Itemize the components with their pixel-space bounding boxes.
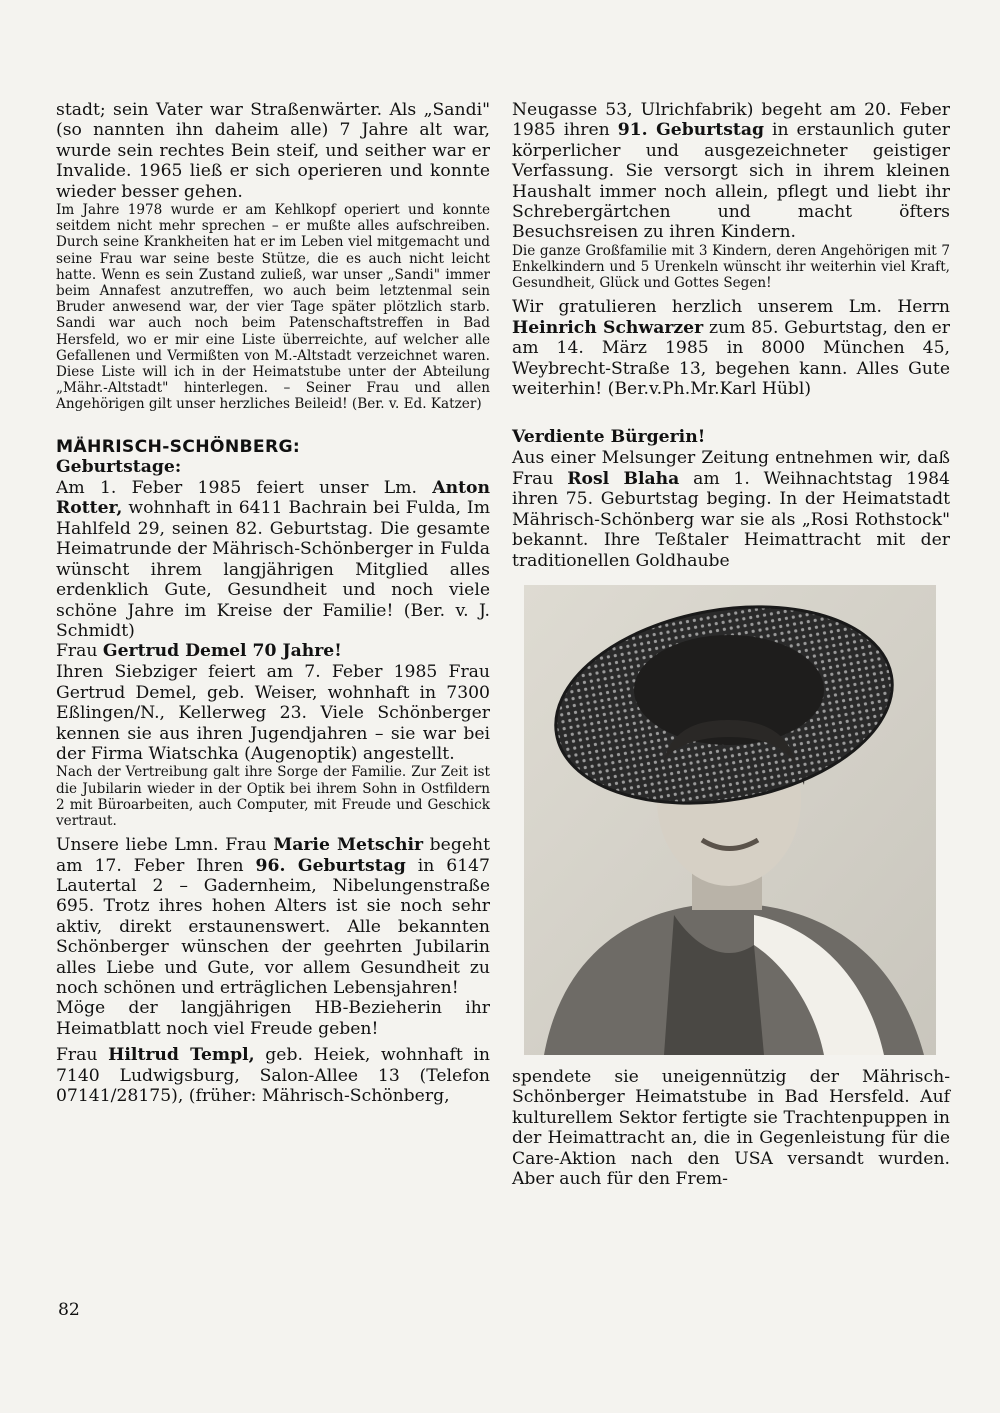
blaha-name: Rosl Blaha <box>567 468 680 489</box>
metschir-name: Marie Metschir <box>273 835 424 856</box>
demel-small-paragraph: Nach der Vertreibung galt ihre Sorge der Familie. Zur Zeit ist die Jubilarin wieder in der Optik bei ihrem Sohn in Ostfildern 2 mit Büroarbeiten, auch Computer, mit Freude und Geschick vertraut. <box>56 764 490 829</box>
left-column <box>56 100 490 1106</box>
portrait-photo <box>524 585 936 1055</box>
rotter-name: Anton Rotter, <box>56 478 490 519</box>
metschir-closing: Möge der langjährigen HB-Bezieherin ihr Heimatblatt noch viel Freude geben! <box>56 998 490 1039</box>
templ-name: Hiltrud Templ, <box>108 1045 255 1066</box>
right-column <box>512 100 950 1189</box>
templ-continuation: Neugasse 53, Ulrichfabrik) begeht am 20. Feber 1985 ihren 91. Geburtstag in erstaunlich guter körperlicher und ausgezeichneter geistiger Verfassung. Sie versorgt sich in ihrem kleinen Haushalt immer noch allein, pflegt und liebt ihr Schrebergärtchen und macht öfters Besuchsreisen zu ihren Kindern. <box>512 100 950 243</box>
section-title: MÄHRISCH-SCHÖNBERG: <box>56 436 301 457</box>
after-photo-paragraph: spendete sie uneigennützig der Mährisch-Schönberger Heimatstube in Bad Hersfeld. Auf kulturellem Sektor fertigte sie Trachtenpuppen in der Heimattracht an, die in Gegenleistung für die Care-Aktion nach den USA versandt wurden. Aber auch für den Frem- <box>512 1066 950 1189</box>
obituary-paragraph-1: stadt; sein Vater war Straßenwärter. Als „Sandi" (so nannten ihn daheim alle) 7 Jahre alt war, wurde sein rechtes Bein steif, und seither war er Invalide. 1965 ließ er sich operieren und konnte wieder besser gehen. <box>56 100 490 202</box>
obituary-paragraph-2: Im Jahre 1978 wurde er am Kehlkopf operiert und konnte seitdem nicht mehr sprechen – er mußte alles aufschreiben. Durch seine Krankheiten hat er im Leben viel mitgemacht und seine Frau war seine beste Stütze, die es auch nicht leicht hatte. Wenn es sein Zustand zuließ, war unser „Sandi" immer beim Annafest anzutreffen, wo auch beim letztenmal sein Bruder anwesend war, der vier Tage später plötzlich starb. Sandi war auch noch beim Patenschaftstreffen in Bad Hersfeld, wo er mir eine Liste überreichte, auf welcher alle Gefallenen und Vermißten von M.-Altstadt verzeichnet waren. Diese Liste will ich in der Heimatstube unter der Abteilung „Mähr.-Altstadt" hinterlegen. – Seiner Frau und allen Angehörigen gilt unser herzliches Beileid! (Ber. v. Ed. Katzer) <box>56 202 490 413</box>
schwarzer-name: Heinrich Schwarzer <box>512 317 704 338</box>
family-paragraph: Die ganze Großfamilie mit 3 Kindern, deren Angehörigen mit 7 Enkelkindern und 5 Urenkeln wünscht ihr weiterhin viel Kraft, Gesundheit, Glück und Gottes Segen! <box>512 242 950 292</box>
page-number: 82 <box>58 1300 80 1320</box>
verdiente-title: Verdiente Bürgerin! <box>512 427 706 448</box>
metschir-birthday: 96. Geburtstag <box>255 855 406 876</box>
rotter-paragraph: Am 1. Feber 1985 feiert unser Lm. Anton Rotter, wohnhaft in 6411 Bachrain bei Fulda, Im Hahlfeld 29, seinen 82. Geburtstag. Die gesamte Heimatrunde der Mährisch-Schönberger in Fulda wünscht ihrem langjährigen Mitglied alles erdenklich Gute, Gesundheit und noch viele schöne Jahre im Kreise der Familie! (Ber. v. J. Schmidt) <box>56 478 490 641</box>
demel-paragraph: Ihren Siebziger feiert am 7. Feber 1985 Frau Gertrud Demel, geb. Weiser, wohnhaft in 7300 Eßlingen/N., Kellerweg 23. Viele Schönberger kennen sie aus ihren Jugendjahren – sie war bei der Firma Wiatschka (Augenoptik) angestellt. <box>56 662 490 764</box>
portrait-illustration <box>524 585 936 1055</box>
section-subtitle: Geburtstage: <box>56 457 182 478</box>
demel-heading: Frau Gertrud Demel 70 Jahre! <box>56 641 342 662</box>
templ-paragraph: Frau Hiltrud Templ, geb. Heiek, wohnhaft in 7140 Ludwigsburg, Salon-Allee 13 (Telefon 07141/28175), (früher: Mährisch-Schönberg, <box>56 1045 490 1107</box>
blaha-paragraph: Aus einer Melsunger Zeitung entnehmen wir, daß Frau Rosl Blaha am 1. Weihnachtstag 1984 ihren 75. Geburtstag beging. In der Heimatstadt Mährisch-Schönberg war sie als „Rosi Rothstock" bekannt. Ihre Teßtaler Heimattracht mit der traditionellen Goldhaube <box>512 448 950 571</box>
schwarzer-paragraph: Wir gratulieren herzlich unserem Lm. Herrn Heinrich Schwarzer zum 85. Geburtstag, den er am 14. März 1985 in 8000 München 45, Weybrecht-Straße 13, begehen kann. Alles Gute weiterhin! (Ber.v.Ph.Mr.Karl Hübl) <box>512 297 951 400</box>
metschir-paragraph: Unsere liebe Lmn. Frau Marie Metschir begeht am 17. Feber Ihren 96. Geburtstag in 6147 Lautertal 2 – Gadernheim, Nibelungenstraße 695. Trotz ihres hohen Alters ist sie noch sehr aktiv, direkt erstaunenswert. Alle bekannten Schönberger wünschen der geehrten Jubilarin alles Liebe und Gute, vor allem Gesundheit zu noch schönen und erträglichen Lebensjahren! <box>56 835 490 999</box>
templ-birthday: 91. Geburtstag <box>617 120 764 141</box>
